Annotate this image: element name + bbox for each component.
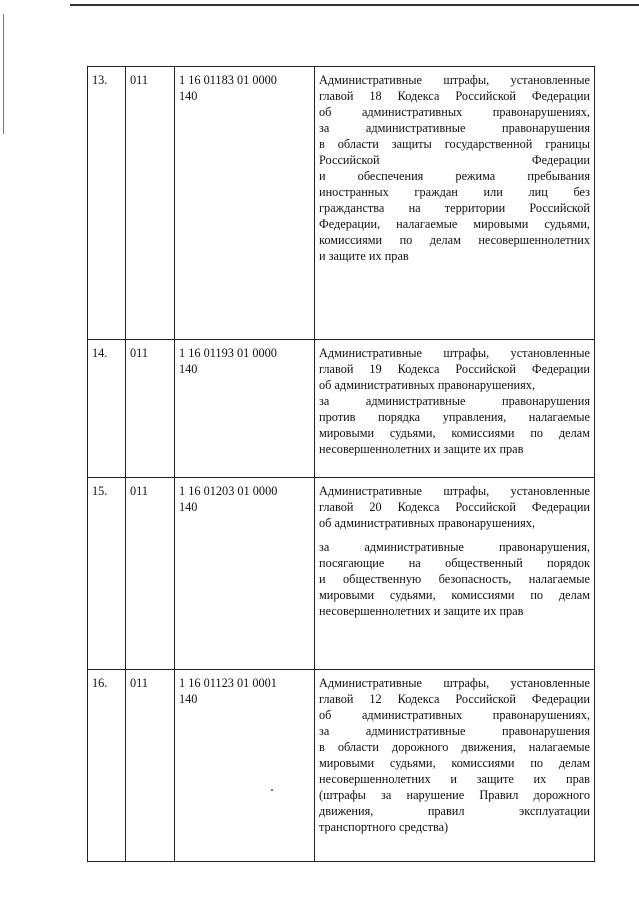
description-line: мировыми судьями, комиссиями по делам — [319, 426, 590, 440]
income-description — [315, 478, 595, 670]
budget-code-line1: 1 16 01183 01 0000 — [179, 73, 277, 87]
description-line: посягающие на общественный порядок — [319, 556, 590, 570]
scan-edge-left — [3, 14, 4, 134]
budget-code-line2: 140 — [179, 362, 198, 376]
description-line: за административные правонарушения — [319, 724, 590, 738]
description-line: главой 19 Кодекса Российской Федерации — [319, 362, 590, 376]
scan-edge-top — [70, 4, 639, 6]
budget-code-line1: 1 16 01193 01 0000 — [179, 346, 277, 360]
budget-code — [175, 670, 315, 862]
description-line: (штрафы за нарушение Правил дорожного — [319, 788, 590, 802]
description-line: мировыми судьями, комиссиями по делам — [319, 588, 590, 602]
description-line: за административные правонарушения — [319, 394, 590, 408]
income-description — [315, 67, 595, 340]
description-line: движения, правил эксплуатации — [319, 804, 590, 818]
description-line: комиссиями по делам несовершеннолетних — [319, 233, 590, 247]
administrator-code: 011 — [126, 340, 175, 478]
description-line: главой 12 Кодекса Российской Федерации — [319, 692, 590, 706]
table-row — [88, 478, 595, 670]
budget-code — [175, 340, 315, 478]
description-line: об административных правонарушениях, — [319, 708, 590, 722]
row-number: 13. — [88, 67, 126, 340]
description-line: об административных правонарушениях, — [319, 378, 536, 392]
row-number: 16. — [88, 670, 126, 862]
description-line: об административных правонарушениях, — [319, 516, 536, 530]
description-line: об административных правонарушениях, — [319, 105, 590, 119]
description-line: за административные правонарушения, — [319, 540, 590, 554]
budget-code-line1: 1 16 01123 01 0001 — [179, 676, 277, 690]
row-number: 15. — [88, 478, 126, 670]
description-line: и обеспечения режима пребывания — [319, 169, 590, 183]
description-line: мировыми судьями, комиссиями по делам — [319, 756, 590, 770]
description-line: несовершеннолетних и защите их прав — [319, 442, 524, 456]
description-line: Административные штрафы, установленные — [319, 346, 590, 360]
description-line: в области защиты государственной границы — [319, 137, 590, 151]
administrator-code: 011 — [126, 670, 175, 862]
description-line: в области дорожного движения, налагаемые — [319, 740, 590, 754]
description-line: Административные штрафы, установленные — [319, 484, 590, 498]
description-line: несовершеннолетних и защите их прав — [319, 604, 524, 618]
row-number: 14. — [88, 340, 126, 478]
table-row — [88, 340, 595, 478]
budget-code-line2: 140 — [179, 500, 198, 514]
budget-code-line1: 1 16 01203 01 0000 — [179, 484, 278, 498]
income-description — [315, 340, 595, 478]
description-line: за административные правонарушения — [319, 121, 590, 135]
description-line: главой 18 Кодекса Российской Федерации — [319, 89, 590, 103]
description-line: Административные штрафы, установленные — [319, 676, 590, 690]
table-row — [88, 67, 595, 340]
description-line: главой 20 Кодекса Российской Федерации — [319, 500, 590, 514]
description-line: иностранных граждан или лиц без — [319, 185, 590, 199]
description-line: Российской Федерации — [319, 153, 590, 167]
description-line: против порядка управления, налагаемые — [319, 410, 590, 424]
administrator-code: 011 — [126, 478, 175, 670]
description-line: транспортного средства) — [319, 820, 449, 834]
budget-code — [175, 67, 315, 340]
description-line: и общественную безопасность, налагаемые — [319, 572, 590, 586]
description-line: гражданства на территории Российской — [319, 201, 590, 215]
description-line: Федерации, налагаемые мировыми судьями, — [319, 217, 590, 231]
budget-code — [175, 478, 315, 670]
description-line: и защите их прав — [319, 249, 409, 263]
scan-speck — [271, 789, 273, 791]
budget-code-line2: 140 — [179, 692, 198, 706]
budget-code-line2: 140 — [179, 89, 198, 103]
income-description — [315, 670, 595, 862]
administrator-code: 011 — [126, 67, 175, 340]
budget-classification-table — [87, 66, 595, 862]
description-line: Административные штрафы, установленные — [319, 73, 590, 87]
description-line: несовершеннолетних и защите их прав — [319, 772, 590, 786]
table-row — [88, 670, 595, 862]
